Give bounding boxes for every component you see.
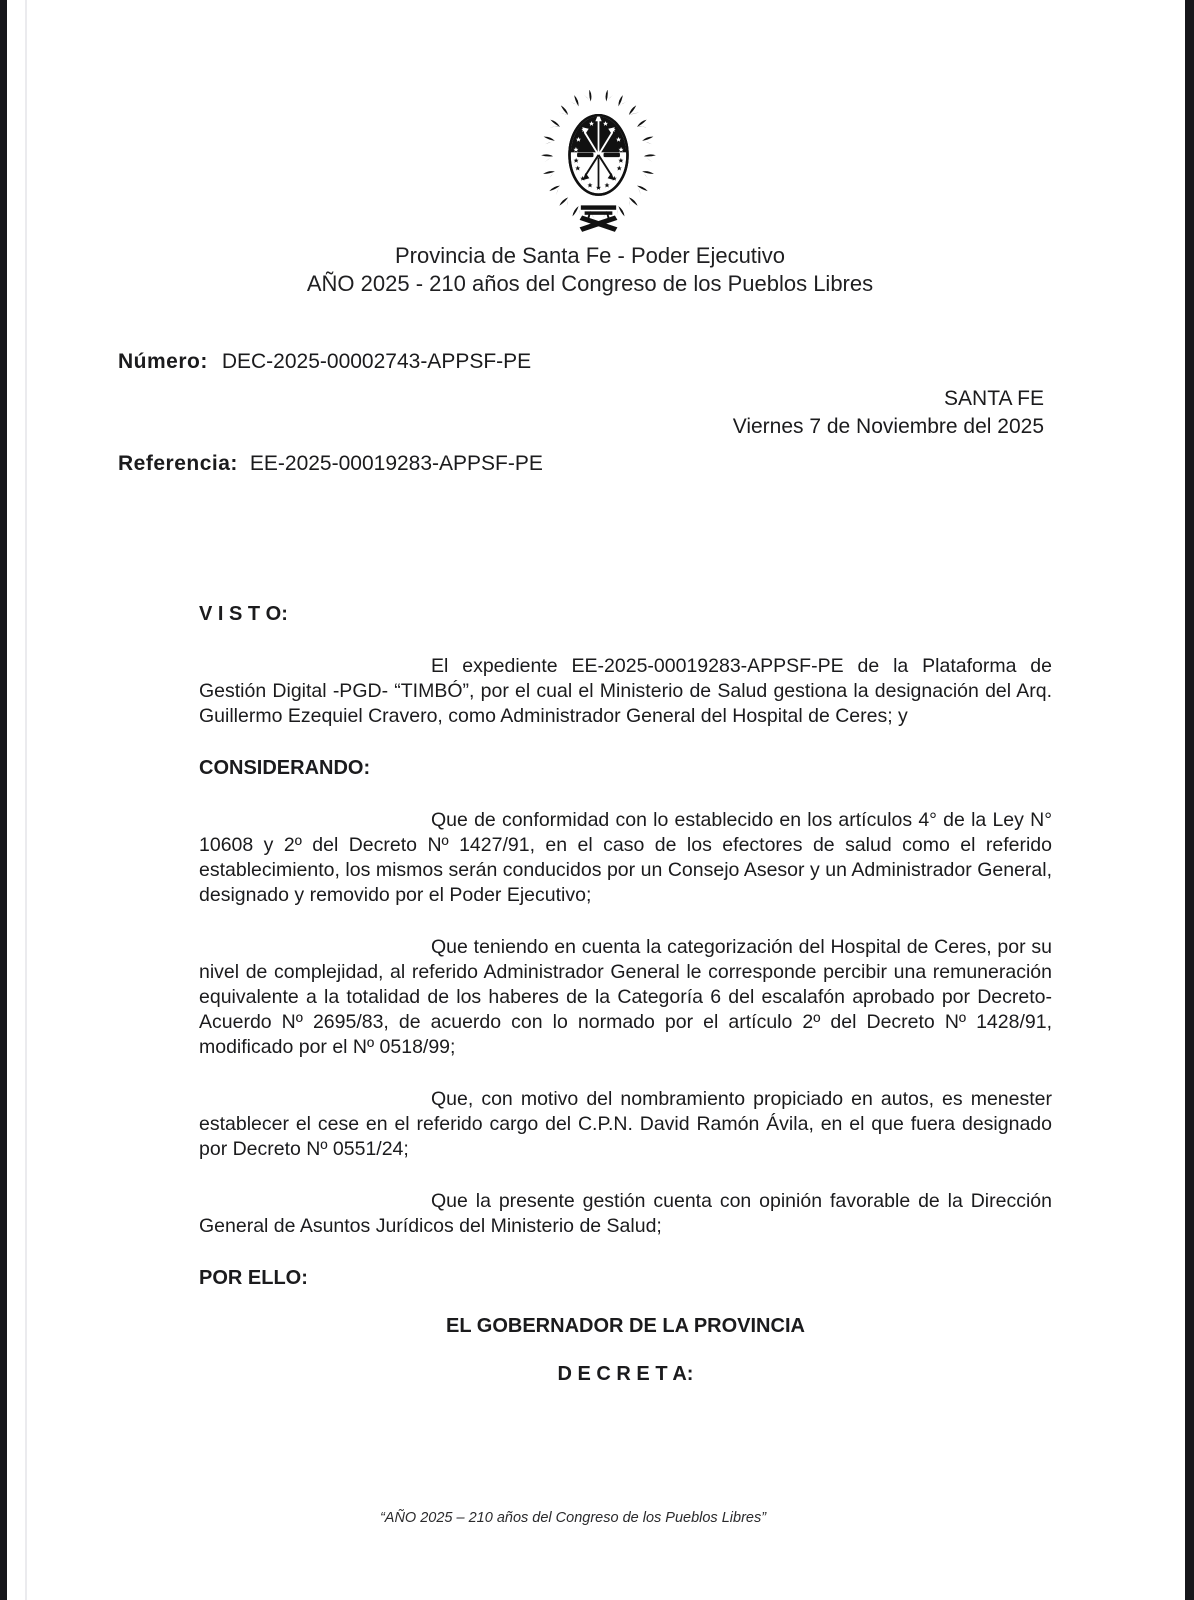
reference-row xyxy=(118,452,543,476)
letterhead xyxy=(0,242,1180,297)
considerando-heading: CONSIDERANDO: xyxy=(199,757,371,779)
authority-line: EL GOBERNADOR DE LA PROVINCIA xyxy=(446,1315,805,1337)
document-number-row xyxy=(118,350,531,374)
considerando-paragraph-2: Que teniendo en cuenta la categorización del Hospital de Ceres, por su nivel de complejidad, al referido Administrador General le corresponde percibir una remuneración equivalente a la totalidad de los haberes de la Categoría 6 del escalafón aprobado por Decreto-Acuerdo Nº 2695/83, de acuerdo con lo normado por el artículo 2º del Decreto Nº 1428/91, modificado por el Nº 0518/99; xyxy=(199,936,1052,1058)
numero-label: Número: xyxy=(118,350,208,373)
scan-edge-right xyxy=(1185,0,1194,1600)
considerando-paragraph-3: Que, con motivo del nombramiento propiciado en autos, es menester establecer el cese en el referido cargo del C.P.N. David Ramón Ávila, en el que fuera designado por Decreto Nº 0551/24; xyxy=(199,1088,1052,1160)
santa-fe-coat-of-arms xyxy=(535,90,662,235)
footer-motto: “AÑO 2025 – 210 años del Congreso de los Pueblos Libres” xyxy=(379,1510,767,1526)
considerando-paragraph-1: Que de conformidad con lo establecido en los artículos 4° de la Ley N° 10608 y 2º del Decreto Nº 1427/91, en el caso de los efectores de salud como el referido establecimiento, los mismos serán conducidos por un Consejo Asesor y un Administrador General, designado y removido por el Poder Ejecutivo; xyxy=(199,809,1052,906)
scan-fold-line xyxy=(25,0,27,1600)
place-line: SANTA FE xyxy=(944,387,1044,410)
considerando-paragraph-4: Que la presente gestión cuenta con opinión favorable de la Dirección General de Asuntos Jurídicos del Ministerio de Salud; xyxy=(199,1190,1052,1237)
scan-edge-left xyxy=(0,0,7,1600)
referencia-label: Referencia: xyxy=(118,452,238,475)
place-date-block xyxy=(733,385,1044,440)
referencia-value: EE-2025-00019283-APPSF-PE xyxy=(249,452,543,475)
date-line: Viernes 7 de Noviembre del 2025 xyxy=(732,414,1044,438)
org-line-1: Provincia de Santa Fe - Poder Ejecutivo xyxy=(394,243,786,268)
decreta-heading: D E C R E T A: xyxy=(557,1363,694,1385)
visto-heading: V I S T O: xyxy=(199,603,288,625)
wreath-ribbon xyxy=(580,205,618,231)
decree-body xyxy=(199,602,1052,1387)
visto-paragraph: El expediente EE-2025-00019283-APPSF-PE de la Plataforma de Gestión Digital -PGD- “TIMBÓ”, por el cual el Ministerio de Salud gestiona la designación del Arq. Guillermo Ezequiel Cravero, como Administrador General del Hospital de Ceres; y xyxy=(199,655,1052,727)
por-ello-heading: POR ELLO: xyxy=(199,1267,308,1289)
numero-value: DEC-2025-00002743-APPSF-PE xyxy=(221,350,532,373)
org-line-2: AÑO 2025 - 210 años del Congreso de los Pueblos Libres xyxy=(306,270,874,296)
